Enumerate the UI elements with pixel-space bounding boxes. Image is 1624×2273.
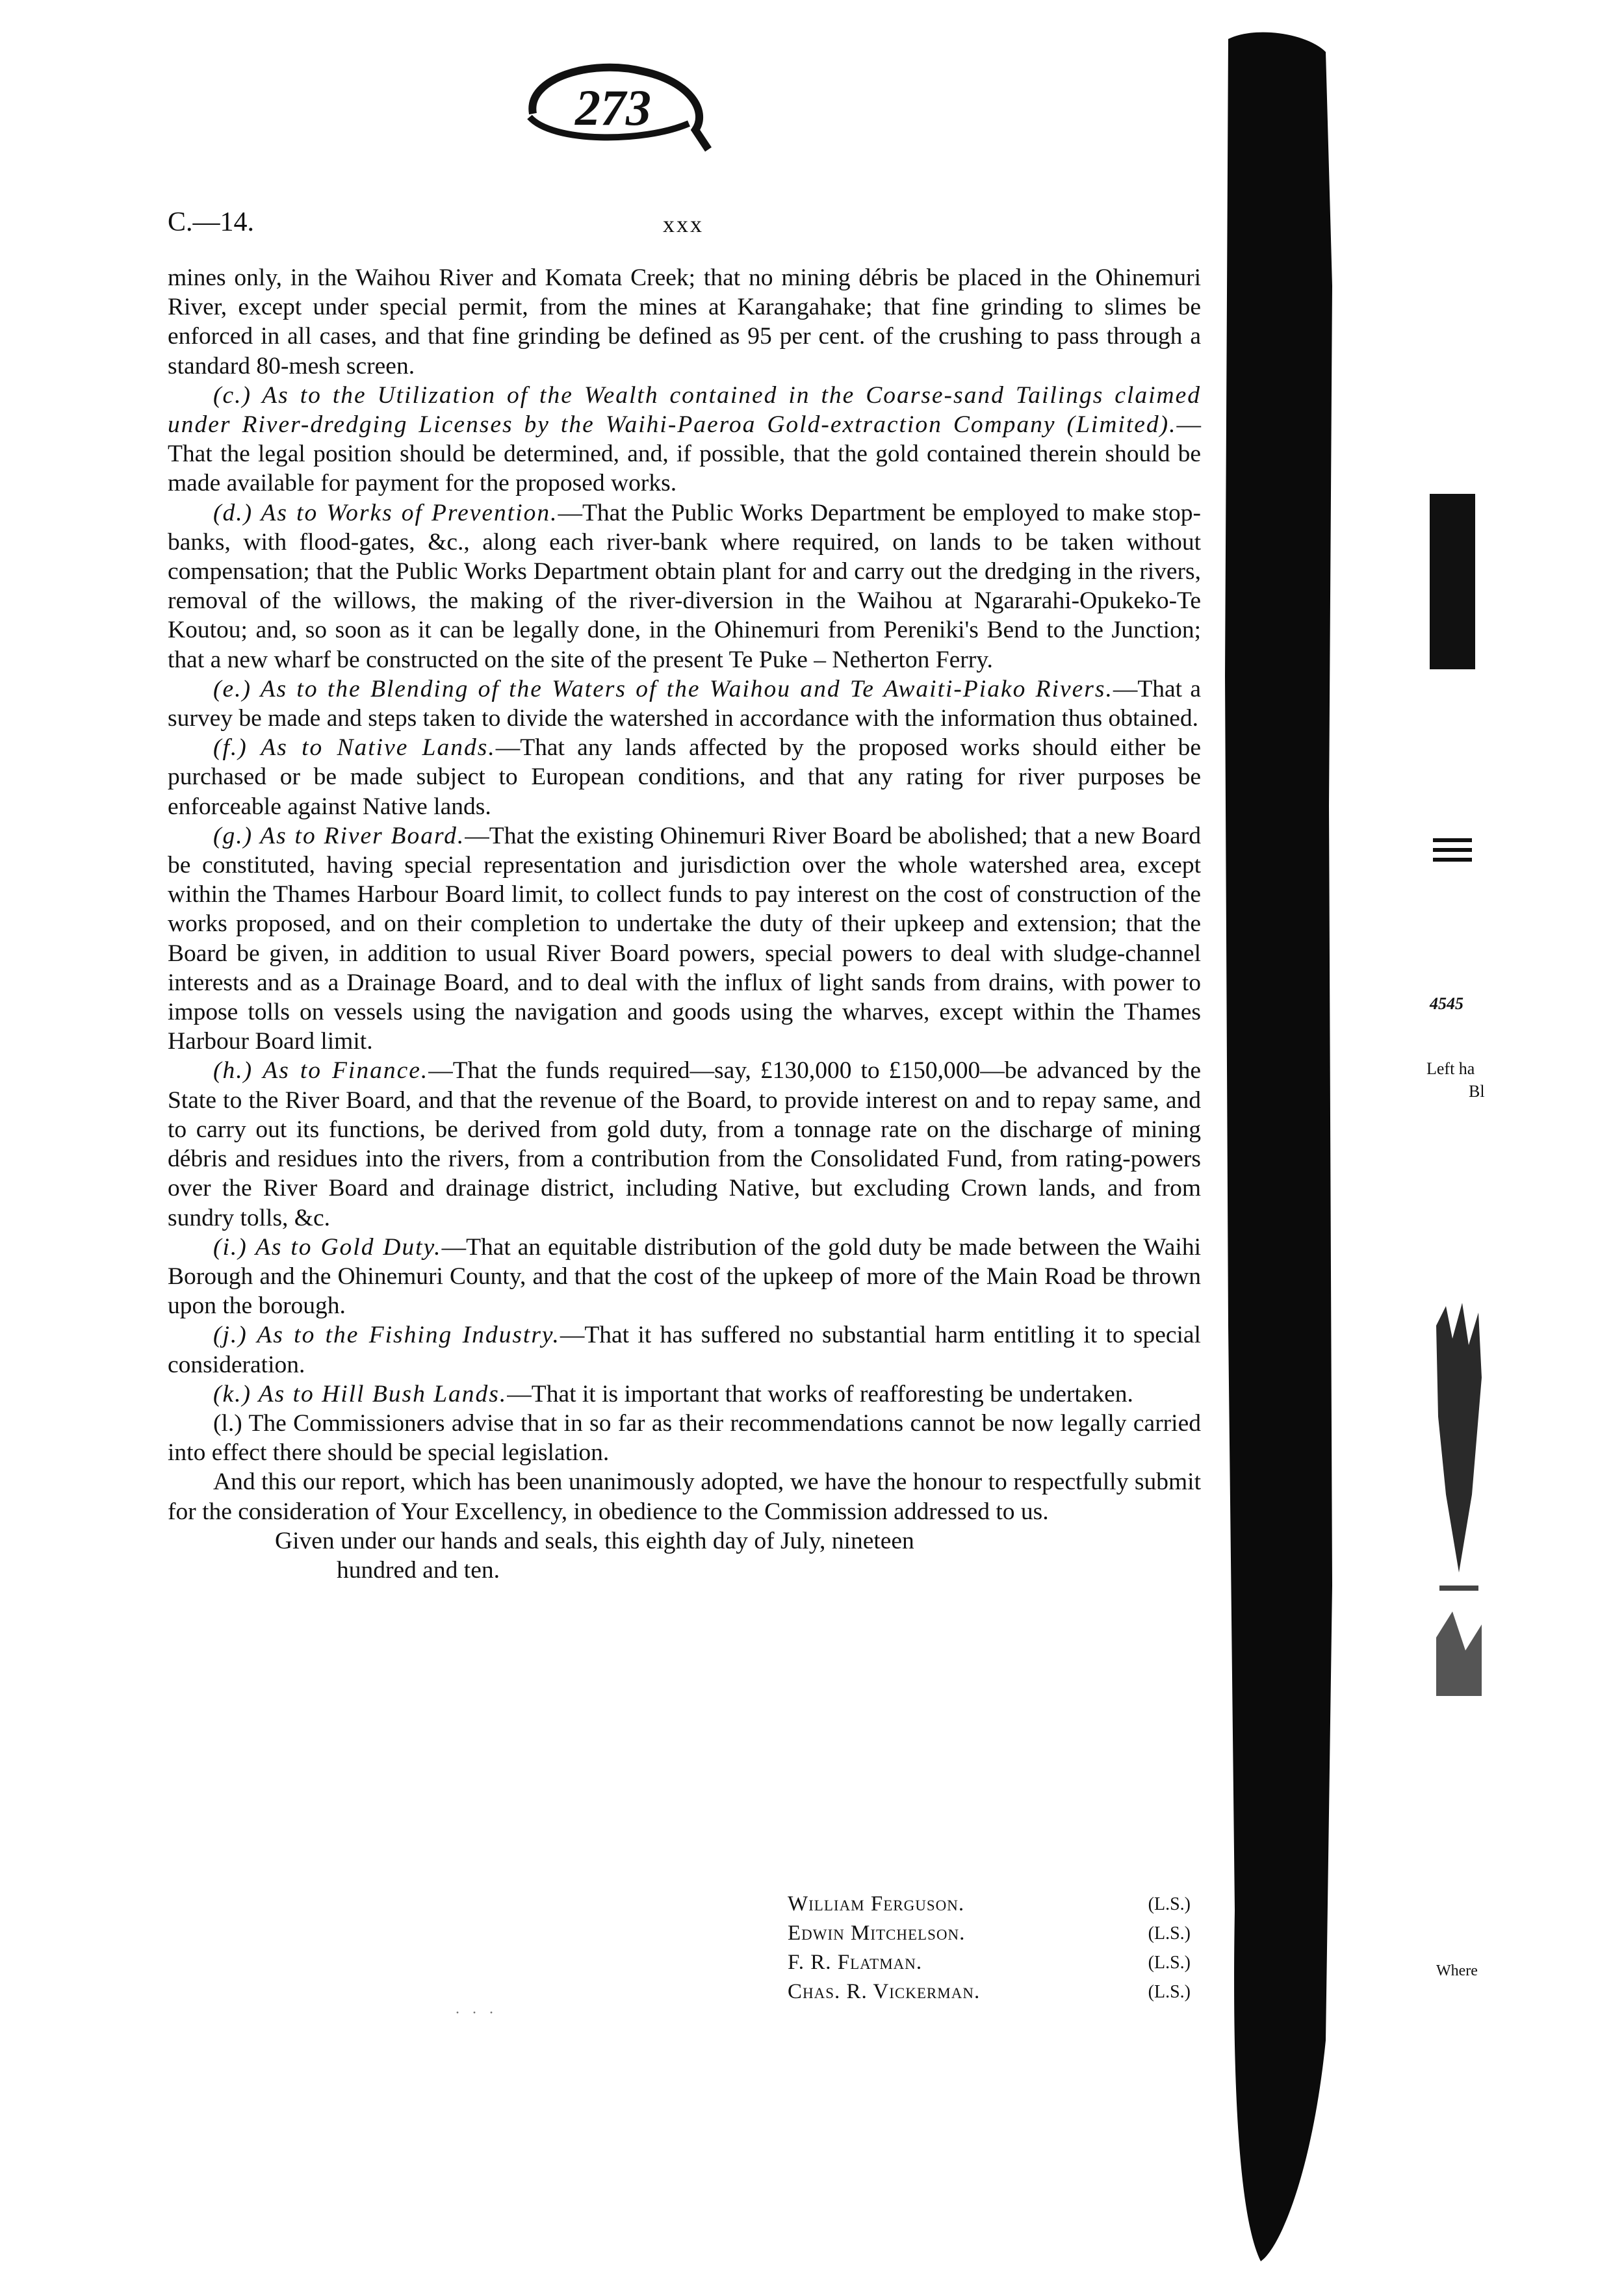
margin-note: Where: [1436, 1962, 1478, 1979]
body-f: —That any lands affected by the proposed works should either be purchased or be made subject to European conditions, and that any rating for river purposes be enforceable against Native lands.: [168, 734, 1201, 820]
given-line-2: hundred and ten.: [337, 1556, 500, 1584]
paragraph-d: [168, 498, 1201, 674]
body-h: —That the funds required—say, £130,000 to £150,000—be advanced by the State to the River Board, and that the revenue of the Board, to provide interest on and to repay same, and to carry out its functions, be derived from gold duty, from a tonnage rate on the discharge of mining débris and residues into the rivers, from a contribution from the Consolidated Fund, from rating-powers over the River Board and drainage district, including Native, but excluding Crown lands, and from sundry tolls, &c.: [168, 1057, 1201, 1231]
paragraph-e: [168, 674, 1201, 733]
paragraph-mines: mines only, in the Waihou River and Komata Creek; that no mining débris be placed in the Ohinemuri River, except under special permit, from the mines at Karangahake; that fine grinding to slimes be enforced in all cases, and that fine grinding be defined as 95 per cent. of the crushing to pass through a standard 80-mesh screen.: [168, 264, 1201, 379]
margin-ink-block: [1433, 838, 1472, 842]
heading-e: (e.) As to the Blending of the Waters of the Waihou and Te Awaiti-Piako Rivers.: [213, 675, 1113, 702]
signature-block: [788, 1890, 1191, 2007]
body-g: —That the existing Ohinemuri River Board be abolished; that a new Board be constituted, having special representation and jurisdiction over the whole watershed area, except within the Thames Harbour Board limit, to collect funds to pay interest on the cost of construction of the works proposed, and on their completion to undertake the duty of their upkeep and extension; that the Board be given, in addition to usual River Board powers, special powers to deal with sludge-channel interests and as a Drainage Board, and to deal with the influx of light sands from drains, with power to impose tolls on vessels using the navigation and goods using the wharves, except within the Thames Harbour Board limit.: [168, 822, 1201, 1055]
signature-row: [788, 1948, 1191, 1977]
svg-text:273: 273: [575, 79, 651, 136]
margin-ink-block: [1433, 848, 1472, 852]
signature-row: [788, 1977, 1191, 2007]
page-number-stamp: [513, 52, 721, 162]
heading-k: (k.) As to Hill Bush Lands.: [213, 1380, 508, 1407]
paragraph-g: [168, 821, 1201, 1057]
paragraph-i: [168, 1233, 1201, 1321]
margin-note: 4545: [1430, 994, 1463, 1013]
signature-row: [788, 1890, 1191, 1919]
signatory-name: Edwin Mitchelson.: [788, 1921, 966, 1945]
body-c: —That the legal position should be determined, and, if possible, that the gold contained therein should be made available for payment for the proposed works.: [168, 411, 1201, 497]
heading-g: (g.) As to River Board.: [213, 822, 465, 849]
seal-mark: (L.S.): [1148, 1982, 1191, 2002]
heading-f: (f.) As to Native Lands.: [213, 734, 496, 762]
signature-row: [788, 1919, 1191, 1948]
heading-d: (d.) As to Works of Prevention.: [213, 499, 558, 526]
margin-ink-block: [1433, 858, 1472, 862]
margin-photo-fragment: [1433, 1300, 1485, 1702]
body-j: —That it has suffered no substantial harm entitling it to special consideration.: [168, 1322, 1201, 1378]
body-i: —That an equitable distribution of the gold duty be made between the Waihi Borough and the Ohinemuri County, and that the cost of the upkeep of more of the Main Road be thrown upon the borough.: [168, 1233, 1201, 1320]
heading-j: (j.) As to the Fishing Industry.: [213, 1322, 560, 1349]
heading-c: (c.) As to the Utilization of the Wealth contained in the Coarse-sand Tailings claimed under River-dredging Licenses by the Waihi-Paeroa Gold-extraction Company (Limited).: [168, 381, 1201, 439]
signatory-name: Chas. R. Vickerman.: [788, 1980, 981, 2003]
binding-shadow: [1215, 26, 1345, 2261]
paragraph-j: [168, 1320, 1201, 1379]
seal-mark: (L.S.): [1148, 1953, 1191, 1973]
body-e: —That a survey be made and steps taken to divide the watershed in accordance with the information thus obtained.: [168, 675, 1201, 732]
body-d: —That the Public Works Department be employed to make stop-banks, with flood-gates, &c., along each river-bank where required, on lands to be taken without compensation; that the Public Works Department obtain plant for and carry out the dredging in the rivers, removal of the willows, the making of the river-diversion in the Waihou at Ngararahi-Opukeko-Te Koutou; and, so soon as it can be legally done, in the Ohinemuri from Pereniki's Bend to the Junction; that a new wharf be constructed on the site of the present Te Puke – Netherton Ferry.: [168, 499, 1201, 673]
signatory-name: F. R. Flatman.: [788, 1951, 923, 1974]
document-reference: C.—14.: [168, 207, 255, 237]
heading-h: (h.) As to Finance.: [213, 1057, 429, 1085]
body-k: —That it is important that works of reafforesting be undertaken.: [507, 1380, 1133, 1407]
paragraph-c: [168, 381, 1201, 498]
paragraph-closing: And this our report, which has been unanimously adopted, we have the honour to respectfully submit for the consideration of Your Excellency, in obedience to the Commission addressed to us.: [168, 1469, 1201, 1525]
margin-ink-block: [1430, 494, 1475, 669]
heading-i: (i.) As to Gold Duty.: [213, 1233, 442, 1261]
signatory-name: William Ferguson.: [788, 1892, 965, 1916]
paragraph-h: [168, 1056, 1201, 1232]
margin-note: Left ha: [1426, 1059, 1475, 1078]
paragraph-k: [168, 1380, 1201, 1409]
seal-mark: (L.S.): [1148, 1894, 1191, 1914]
report-body: [168, 263, 1201, 1585]
paragraph-l: (l.) The Commissioners advise that in so far as their recommendations cannot be now legally carried into effect there should be special legislation.: [168, 1409, 1201, 1467]
seal-mark: (L.S.): [1148, 1923, 1191, 1944]
margin-note: Bl: [1469, 1082, 1485, 1101]
paragraph-f: [168, 733, 1201, 821]
page-numeral: xxx: [663, 211, 704, 237]
given-line-1: Given under our hands and seals, this eighth day of July, nineteen: [275, 1527, 914, 1554]
scan-speckle: · · ·: [455, 2005, 498, 2022]
